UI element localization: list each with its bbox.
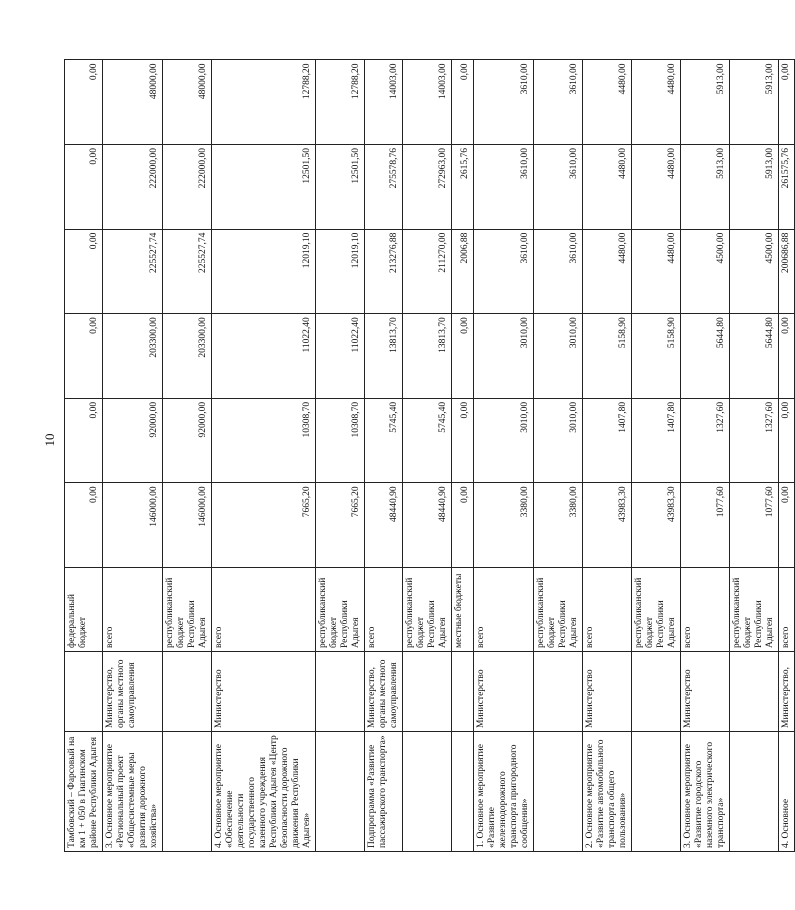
- amount-cell: 12788,20: [212, 60, 316, 145]
- funding-source-cell: всего: [583, 568, 632, 652]
- amount-cell: 92000,00: [163, 398, 212, 483]
- amount-cell: 14003,00: [365, 60, 403, 145]
- executor-cell: [403, 652, 452, 732]
- executor-cell: [730, 652, 779, 732]
- table-row: [65, 60, 103, 852]
- amount-cell: 1077,60: [730, 483, 779, 568]
- executor-cell: Министерство: [212, 652, 316, 732]
- amount-cell: 0,00: [779, 398, 795, 483]
- amount-cell: 12019,10: [316, 229, 365, 314]
- amount-cell: 0,00: [65, 60, 103, 145]
- amount-cell: 211270,00: [403, 229, 452, 314]
- executor-cell: Министерство: [474, 652, 534, 732]
- amount-cell: 12501,50: [316, 145, 365, 230]
- amount-cell: 3380,00: [534, 483, 583, 568]
- table-row: [632, 60, 681, 852]
- amount-cell: 0,00: [65, 314, 103, 399]
- amount-cell: 3610,00: [474, 60, 534, 145]
- amount-cell: 0,00: [452, 483, 474, 568]
- funding-source-cell: всего: [212, 568, 316, 652]
- rotated-table-page: [64, 60, 791, 852]
- amount-cell: 0,00: [779, 483, 795, 568]
- amount-cell: 5158,90: [632, 314, 681, 399]
- amount-cell: 0,00: [65, 145, 103, 230]
- amount-cell: 5644,80: [681, 314, 730, 399]
- executor-cell: Министерство,: [779, 652, 795, 732]
- amount-cell: 3010,00: [474, 314, 534, 399]
- amount-cell: 5913,00: [681, 60, 730, 145]
- funding-source-cell: местные бюджеты: [452, 568, 474, 652]
- page-number: 10: [42, 433, 57, 447]
- amount-cell: 13813,70: [365, 314, 403, 399]
- amount-cell: 3610,00: [474, 145, 534, 230]
- amount-cell: 1407,80: [583, 398, 632, 483]
- amount-cell: 222000,00: [103, 145, 163, 230]
- amount-cell: 10308,70: [316, 398, 365, 483]
- funding-source-cell: республиканский бюджет Республики Адыгея: [316, 568, 365, 652]
- table-row: [403, 60, 452, 852]
- amount-cell: 146000,00: [163, 483, 212, 568]
- table-row: [163, 60, 212, 852]
- table-row: [103, 60, 163, 852]
- amount-cell: 92000,00: [103, 398, 163, 483]
- amount-cell: 5745,40: [365, 398, 403, 483]
- amount-cell: 5644,80: [730, 314, 779, 399]
- funding-source-cell: республиканский бюджет Республики Адыгея: [730, 568, 779, 652]
- amount-cell: 0,00: [65, 483, 103, 568]
- amount-cell: 4480,00: [583, 229, 632, 314]
- amount-cell: 12019,10: [212, 229, 316, 314]
- table-row: [452, 60, 474, 852]
- table-body: [65, 60, 795, 852]
- executor-cell: [65, 652, 103, 732]
- table-row: [316, 60, 365, 852]
- amount-cell: 203300,00: [103, 314, 163, 399]
- executor-cell: [316, 652, 365, 732]
- executor-cell: [534, 652, 583, 732]
- event-name-cell: 4. Основное мероприятие «Обеспечение деятельности государственного казенного учреждения Республики Адыгея «Центр безопасности дорожного движения Республики Адыгея»: [212, 732, 316, 852]
- amount-cell: 5745,40: [403, 398, 452, 483]
- amount-cell: 11022,40: [316, 314, 365, 399]
- table-row: [212, 60, 316, 852]
- table-row: [583, 60, 632, 852]
- amount-cell: 2006,88: [452, 229, 474, 314]
- amount-cell: 5913,00: [681, 145, 730, 230]
- event-name-cell: [534, 732, 583, 852]
- amount-cell: 225527,74: [103, 229, 163, 314]
- amount-cell: 3610,00: [474, 229, 534, 314]
- executor-cell: [632, 652, 681, 732]
- amount-cell: 0,00: [65, 229, 103, 314]
- event-name-cell: 1. Основное мероприятие «Развитие железнодорожного транспорта пригородного сообщения»: [474, 732, 534, 852]
- amount-cell: 200686,88: [779, 229, 795, 314]
- table-row: [681, 60, 730, 852]
- amount-cell: 261575,76: [779, 145, 795, 230]
- amount-cell: 213276,88: [365, 229, 403, 314]
- funding-source-cell: всего: [474, 568, 534, 652]
- amount-cell: 3010,00: [534, 398, 583, 483]
- amount-cell: 10308,70: [212, 398, 316, 483]
- amount-cell: 48440,90: [403, 483, 452, 568]
- event-name-cell: 2. Основное мероприятие «Развитие автомобильного транспорта общего пользования»: [583, 732, 632, 852]
- amount-cell: 2615,76: [452, 145, 474, 230]
- funding-source-cell: республиканский бюджет Республики Адыгея: [163, 568, 212, 652]
- funding-source-cell: республиканский бюджет Республики Адыгея: [632, 568, 681, 652]
- amount-cell: 12501,50: [212, 145, 316, 230]
- funding-source-cell: всего: [365, 568, 403, 652]
- table-row: [474, 60, 534, 852]
- amount-cell: 14003,00: [403, 60, 452, 145]
- event-name-cell: [316, 732, 365, 852]
- amount-cell: 7665,20: [212, 483, 316, 568]
- amount-cell: 203300,00: [163, 314, 212, 399]
- event-name-cell: Тамбовский – Фарсовый на км 1 + 050 в Гиагинском районе Республики Адыгея: [65, 732, 103, 852]
- amount-cell: 43983,30: [632, 483, 681, 568]
- amount-cell: 4500,00: [730, 229, 779, 314]
- amount-cell: 0,00: [65, 398, 103, 483]
- amount-cell: 48000,00: [103, 60, 163, 145]
- amount-cell: 3380,00: [474, 483, 534, 568]
- amount-cell: 4480,00: [583, 60, 632, 145]
- amount-cell: 48000,00: [163, 60, 212, 145]
- event-name-cell: 4. Основное: [779, 732, 795, 852]
- event-name-cell: [730, 732, 779, 852]
- amount-cell: 1327,60: [681, 398, 730, 483]
- amount-cell: 4480,00: [632, 60, 681, 145]
- amount-cell: 0,00: [452, 314, 474, 399]
- funding-source-cell: республиканский бюджет Республики Адыгея: [534, 568, 583, 652]
- amount-cell: 4480,00: [632, 145, 681, 230]
- amount-cell: 11022,40: [212, 314, 316, 399]
- event-name-cell: [632, 732, 681, 852]
- executor-cell: Министерство, органы местного самоуправления: [103, 652, 163, 732]
- amount-cell: 1327,60: [730, 398, 779, 483]
- executor-cell: [452, 652, 474, 732]
- amount-cell: 1407,80: [632, 398, 681, 483]
- amount-cell: 0,00: [452, 398, 474, 483]
- event-name-cell: Подпрограмма «Развитие пассажирского транспорта»: [365, 732, 403, 852]
- amount-cell: 272963,00: [403, 145, 452, 230]
- executor-cell: Министерство: [583, 652, 632, 732]
- table-row: [534, 60, 583, 852]
- amount-cell: 0,00: [779, 60, 795, 145]
- table-row: [365, 60, 403, 852]
- executor-cell: Министерство, органы местного самоуправления: [365, 652, 403, 732]
- amount-cell: 48440,90: [365, 483, 403, 568]
- executor-cell: Министерство: [681, 652, 730, 732]
- event-name-cell: 3. Основное мероприятие «Региональный проект «Общесистемные меры развития дорожного хозяйства»: [103, 732, 163, 852]
- amount-cell: 3610,00: [534, 229, 583, 314]
- amount-cell: 5158,90: [583, 314, 632, 399]
- amount-cell: 13813,70: [403, 314, 452, 399]
- funding-source-cell: всего: [681, 568, 730, 652]
- amount-cell: 225527,74: [163, 229, 212, 314]
- budget-table: [64, 59, 795, 852]
- executor-cell: [163, 652, 212, 732]
- amount-cell: 4480,00: [583, 145, 632, 230]
- amount-cell: 12788,20: [316, 60, 365, 145]
- amount-cell: 5913,00: [730, 60, 779, 145]
- funding-source-cell: всего: [103, 568, 163, 652]
- amount-cell: 222000,00: [163, 145, 212, 230]
- amount-cell: 0,00: [779, 314, 795, 399]
- amount-cell: 3610,00: [534, 60, 583, 145]
- event-name-cell: 3. Основное мероприятие «Развитие городского наземного электрического транспорта»: [681, 732, 730, 852]
- table-row: [779, 60, 795, 852]
- event-name-cell: [163, 732, 212, 852]
- amount-cell: 3010,00: [534, 314, 583, 399]
- amount-cell: 0,00: [452, 60, 474, 145]
- amount-cell: 4500,00: [681, 229, 730, 314]
- amount-cell: 1077,60: [681, 483, 730, 568]
- table-row: [730, 60, 779, 852]
- amount-cell: 146000,00: [103, 483, 163, 568]
- amount-cell: 5913,00: [730, 145, 779, 230]
- amount-cell: 4480,00: [632, 229, 681, 314]
- event-name-cell: [452, 732, 474, 852]
- amount-cell: 7665,20: [316, 483, 365, 568]
- amount-cell: 275578,76: [365, 145, 403, 230]
- amount-cell: 43983,30: [583, 483, 632, 568]
- funding-source-cell: всего: [779, 568, 795, 652]
- amount-cell: 3610,00: [534, 145, 583, 230]
- funding-source-cell: республиканский бюджет Республики Адыгея: [403, 568, 452, 652]
- event-name-cell: [403, 732, 452, 852]
- amount-cell: 3010,00: [474, 398, 534, 483]
- funding-source-cell: федеральный бюджет: [65, 568, 103, 652]
